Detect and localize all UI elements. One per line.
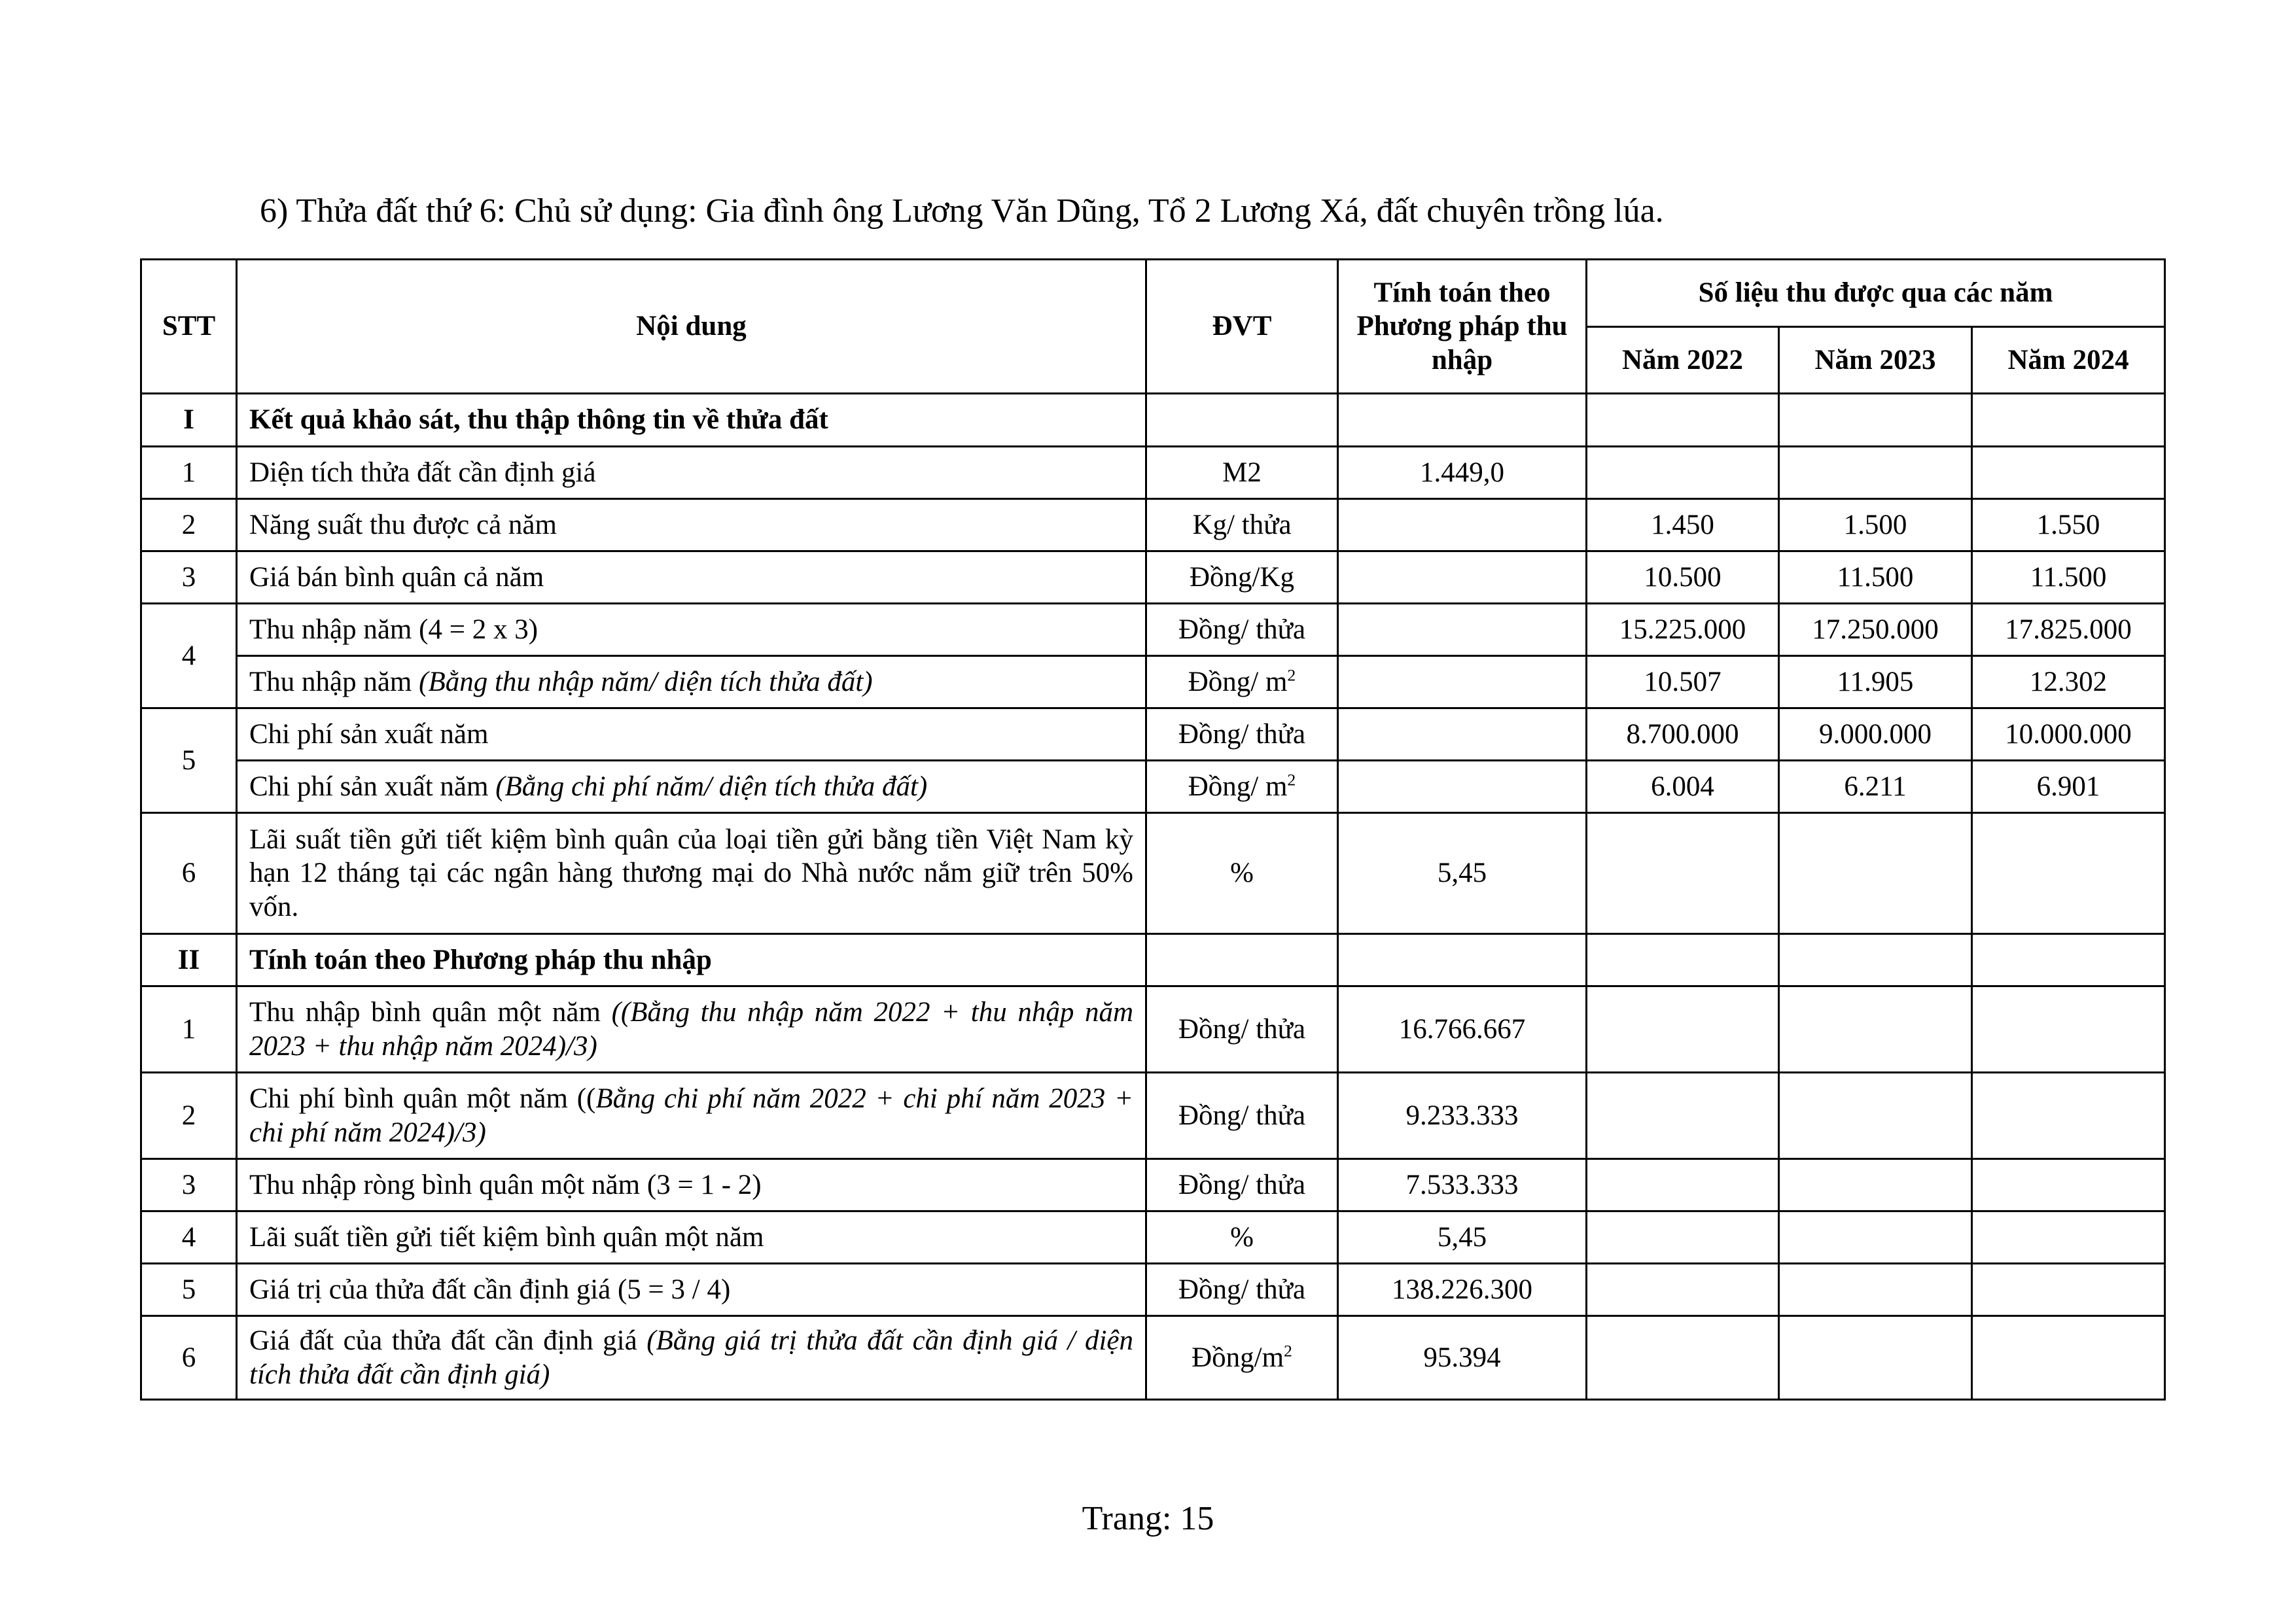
row-2022	[1587, 813, 1779, 934]
row-2023: 11.905	[1779, 656, 1972, 708]
table-row	[141, 1211, 2165, 1264]
row-2024: 10.000.000	[1972, 708, 2165, 761]
row-stt: 6	[141, 813, 237, 934]
row-unit: Đồng/ thửa	[1146, 1264, 1338, 1316]
land-valuation-table	[140, 258, 2166, 1401]
table-row	[141, 1316, 2165, 1400]
row-unit: Đồng/ thửa	[1146, 1073, 1338, 1159]
row-2022: 15.225.000	[1587, 604, 1779, 656]
row-unit: %	[1146, 813, 1338, 934]
row-unit: Đồng/$m^2$	[1146, 1316, 1338, 1400]
section-heading: 6) Thửa đất thứ 6: Chủ sử dụng: Gia đình ông Lương Văn Dũng, Tổ 2 Lương Xá, đất chuyên trồng lúa.	[260, 192, 1664, 230]
row-unit: Đồng/Kg	[1146, 551, 1338, 604]
row-unit: Kg/ thửa	[1146, 499, 1338, 551]
table-row	[141, 986, 2165, 1073]
row-content: Chi phí bình quân một năm ((Bằng chi phí năm 2022 + chi phí năm 2023 + chi phí năm 2024)/3)	[237, 1073, 1146, 1159]
table-row	[141, 761, 2165, 813]
row-2022: 1.450	[1587, 499, 1779, 551]
row-calc	[1338, 708, 1587, 761]
section-title: Kết quả khảo sát, thu thập thông tin về thửa đất	[237, 394, 1146, 447]
row-2024: 6.901	[1972, 761, 2165, 813]
row-calc: 5,45	[1338, 1211, 1587, 1264]
row-2023	[1779, 813, 1972, 934]
row-stt: 4	[141, 604, 237, 708]
row-content: Giá đất của thửa đất cần định giá (Bằng giá trị thửa đất cần định giá / diện tích thửa đất cần định giá)	[237, 1316, 1146, 1400]
row-calc	[1338, 551, 1587, 604]
row-calc	[1338, 499, 1587, 551]
row-2023: 11.500	[1779, 551, 1972, 604]
row-stt: 6	[141, 1316, 237, 1400]
row-content: Lãi suất tiền gửi tiết kiệm bình quân của loại tiền gửi bằng tiền Việt Nam kỳ hạn 12 tháng tại các ngân hàng thương mại do Nhà nước nắm giữ trên 50% vốn.	[237, 813, 1146, 934]
row-stt: 3	[141, 1159, 237, 1211]
row-2024: 11.500	[1972, 551, 2165, 604]
row-content: Chi phí sản xuất năm	[237, 708, 1146, 761]
row-calc: 16.766.667	[1338, 986, 1587, 1073]
row-content: Năng suất thu được cả năm	[237, 499, 1146, 551]
row-unit: Đồng/ thửa	[1146, 604, 1338, 656]
header-nam-2022: Năm 2022	[1587, 327, 1779, 394]
row-2023	[1779, 447, 1972, 499]
section-row-i	[141, 394, 2165, 447]
header-dvt: ĐVT	[1146, 260, 1338, 394]
row-stt: 3	[141, 551, 237, 604]
table-row	[141, 447, 2165, 499]
row-unit: Đồng/ thửa	[1146, 1159, 1338, 1211]
row-calc: 1.449,0	[1338, 447, 1587, 499]
row-calc: 7.533.333	[1338, 1159, 1587, 1211]
page-number: Trang: 15	[1082, 1500, 1214, 1537]
header-nam-2023: Năm 2023	[1779, 327, 1972, 394]
row-stt: 4	[141, 1211, 237, 1264]
row-2024: 1.550	[1972, 499, 2165, 551]
section-stt: I	[141, 394, 237, 447]
header-nam-2024: Năm 2024	[1972, 327, 2165, 394]
row-stt: 2	[141, 1073, 237, 1159]
table-row	[141, 813, 2165, 934]
section-title: Tính toán theo Phương pháp thu nhập	[237, 934, 1146, 986]
row-calc	[1338, 761, 1587, 813]
table-row	[141, 1073, 2165, 1159]
row-2024	[1972, 813, 2165, 934]
row-content: Diện tích thửa đất cần định giá	[237, 447, 1146, 499]
row-content: Lãi suất tiền gửi tiết kiệm bình quân một năm	[237, 1211, 1146, 1264]
row-2024: 12.302	[1972, 656, 2165, 708]
header-stt: STT	[141, 260, 237, 394]
row-stt: 1	[141, 986, 237, 1073]
row-2022: 10.500	[1587, 551, 1779, 604]
row-2022: 8.700.000	[1587, 708, 1779, 761]
table-row	[141, 656, 2165, 708]
row-2023: 6.211	[1779, 761, 1972, 813]
table-row	[141, 604, 2165, 656]
row-2024	[1972, 447, 2165, 499]
row-unit: M2	[1146, 447, 1338, 499]
row-content: Thu nhập bình quân một năm ((Bằng thu nhập năm 2022 + thu nhập năm 2023 + thu nhập năm 2024)/3)	[237, 986, 1146, 1073]
row-stt: 1	[141, 447, 237, 499]
row-2023: 1.500	[1779, 499, 1972, 551]
section-row-ii	[141, 934, 2165, 986]
row-content: Giá bán bình quân cả năm	[237, 551, 1146, 604]
row-calc: 5,45	[1338, 813, 1587, 934]
row-unit: Đồng/ thửa	[1146, 708, 1338, 761]
row-content: Thu nhập năm (Bằng thu nhập năm/ diện tích thửa đất)	[237, 656, 1146, 708]
row-content: Thu nhập ròng bình quân một năm (3 = 1 - 2)	[237, 1159, 1146, 1211]
row-stt: 5	[141, 708, 237, 813]
table-row	[141, 551, 2165, 604]
header-so-lieu: Số liệu thu được qua các năm	[1587, 260, 2165, 327]
row-unit: %	[1146, 1211, 1338, 1264]
header-tinh-toan: Tính toán theo Phương pháp thu nhập	[1338, 260, 1587, 394]
row-content: Thu nhập năm (4 = 2 x 3)	[237, 604, 1146, 656]
row-2023: 9.000.000	[1779, 708, 1972, 761]
row-2023: 17.250.000	[1779, 604, 1972, 656]
row-content: Giá trị của thửa đất cần định giá (5 = 3 / 4)	[237, 1264, 1146, 1316]
row-stt: 2	[141, 499, 237, 551]
row-2022: 6.004	[1587, 761, 1779, 813]
table-row	[141, 708, 2165, 761]
row-content: Chi phí sản xuất năm (Bằng chi phí năm/ diện tích thửa đất)	[237, 761, 1146, 813]
table-row	[141, 1159, 2165, 1211]
row-calc: 9.233.333	[1338, 1073, 1587, 1159]
row-2024: 17.825.000	[1972, 604, 2165, 656]
row-calc	[1338, 604, 1587, 656]
table-row	[141, 499, 2165, 551]
row-unit: Đồng/ thửa	[1146, 986, 1338, 1073]
row-calc	[1338, 656, 1587, 708]
row-unit: Đồng/ $m^2$	[1146, 761, 1338, 813]
row-2022: 10.507	[1587, 656, 1779, 708]
row-stt: 5	[141, 1264, 237, 1316]
header-row-1	[141, 260, 2165, 327]
row-unit: Đồng/ $m^2$	[1146, 656, 1338, 708]
table-row	[141, 1264, 2165, 1316]
section-stt: II	[141, 934, 237, 986]
row-calc: 95.394	[1338, 1316, 1587, 1400]
row-2022	[1587, 447, 1779, 499]
header-noi-dung: Nội dung	[237, 260, 1146, 394]
row-calc: 138.226.300	[1338, 1264, 1587, 1316]
